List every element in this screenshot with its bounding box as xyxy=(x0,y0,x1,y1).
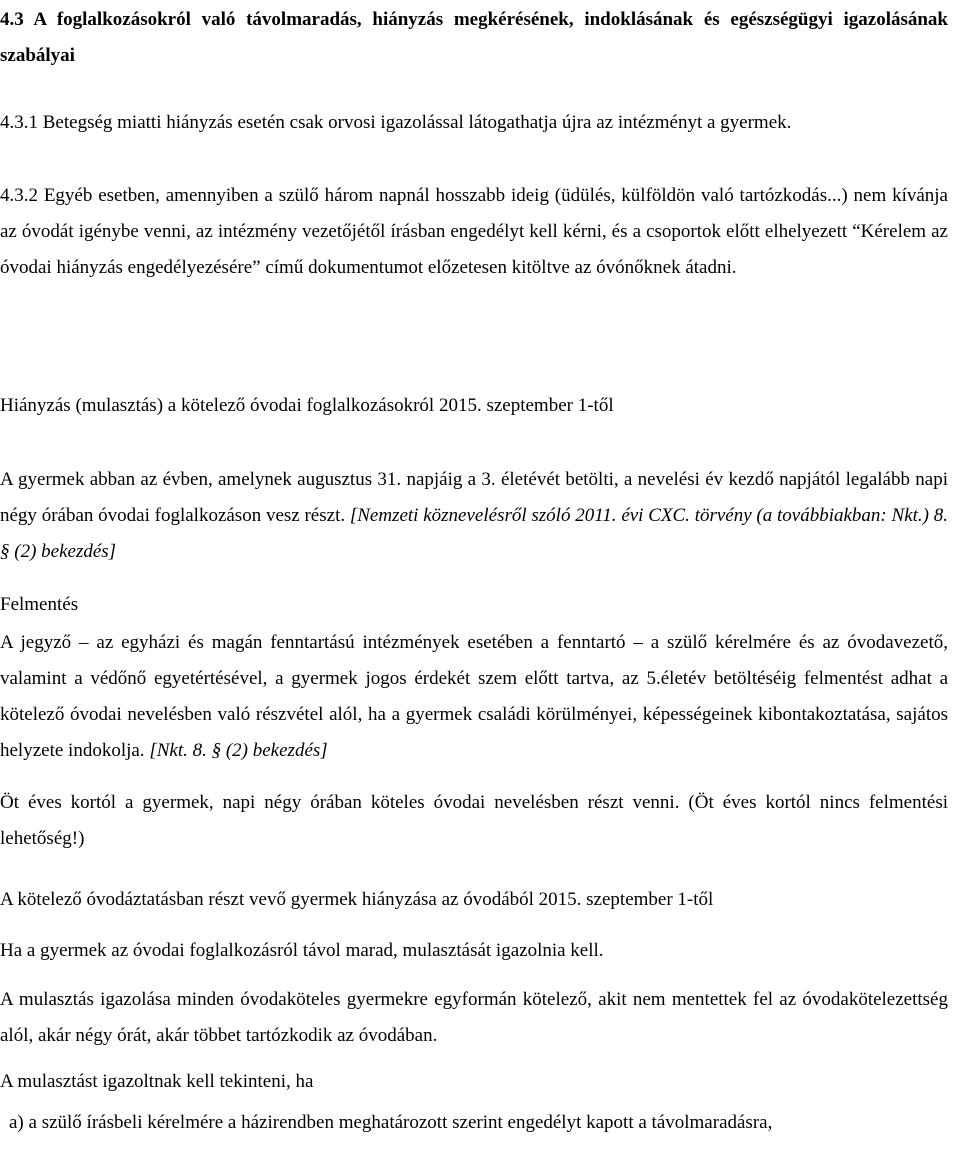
paragraph-4-3-1: 4.3.1 Betegség miatti hiányzás esetén csak orvosi igazolással látogathatja újra az intézményt a gyermek. xyxy=(0,112,792,133)
law-reference: [Nemzeti köznevelésről szóló 2011. évi CXC. törvény (a továbbiakban: Nkt.) 8. § (2) bekezdés] xyxy=(0,505,948,562)
paragraph-age-requirement-text: A gyermek abban az évben, amelynek augusztus 31. napjáig a 3. életévét betölti, a nevelési év kezdő napjától legalább napi négy órában óvodai foglalkozáson vesz részt. xyxy=(0,469,948,526)
felmentes-title: Felmentés xyxy=(0,594,79,615)
subheading-mandatory-absence: A kötelező óvodáztatásban részt vevő gyermek hiányzása az óvodából 2015. szeptember 1-től xyxy=(0,889,714,910)
paragraph-age-requirement xyxy=(0,462,948,570)
paragraph-felmentes-text: A jegyző – az egyházi és magán fenntartású intézmények esetében a fenntartó – a szülő kérelmére és az óvodavezető, valamint a védőnő egyetértésével, a gyermek jogos érdekét szem előtt tartva, az 5.életév betöltéséig felmentést adhat a kötelező óvodai nevelésben való részvétel alól, ha a gyermek családi körülményei, képességeinek kibontakoztatása, sajátos helyzete indokolja. xyxy=(0,632,948,761)
section-heading: 4.3 A foglalkozásokról való távolmaradás, hiányzás megkérésének, indoklásának és egészségügyi igazolásának szabályai xyxy=(0,9,948,66)
paragraph-proof-mandatory: A mulasztás igazolása minden óvodaköteles gyermekre egyformán kötelező, akit nem mentettek fel az óvodakötelezettség alól, akár négy órát, akár többet tartózkodik az óvodában. xyxy=(0,989,948,1046)
paragraph-five-years: Öt éves kortól a gyermek, napi négy órában köteles óvodai nevelésben részt venni. (Öt éves kortól nincs felmentési lehetőség!) xyxy=(0,792,948,849)
paragraph-4-3-2: 4.3.2 Egyéb esetben, amennyiben a szülő három napnál hosszabb ideig (üdülés, külföldön való tartózkodás...) nem kívánja az óvodát igénybe venni, az intézmény vezetőjétől írásban engedélyt kell kérni, és a csoportok előtt elhelyezett “Kérelem az óvodai hiányzás engedélyezésére” című dokumentumot előzetesen kitöltve az óvónőknek átadni. xyxy=(0,185,948,278)
paragraph-absence-proof-required: Ha a gyermek az óvodai foglalkozásról távol marad, mulasztását igazolnia kell. xyxy=(0,940,604,961)
law-reference: [Nkt. 8. § (2) bekezdés] xyxy=(149,740,328,761)
list-item-a: a) a szülő írásbeli kérelmére a házirendben meghatározott szerint engedélyt kapott a távolmaradásra, xyxy=(9,1112,773,1133)
paragraph-felmentes xyxy=(0,625,948,769)
paragraph-accepted-if: A mulasztást igazoltnak kell tekinteni, ha xyxy=(0,1071,314,1092)
subheading-absence-2015: Hiányzás (mulasztás) a kötelező óvodai foglalkozásokról 2015. szeptember 1-től xyxy=(0,395,614,416)
